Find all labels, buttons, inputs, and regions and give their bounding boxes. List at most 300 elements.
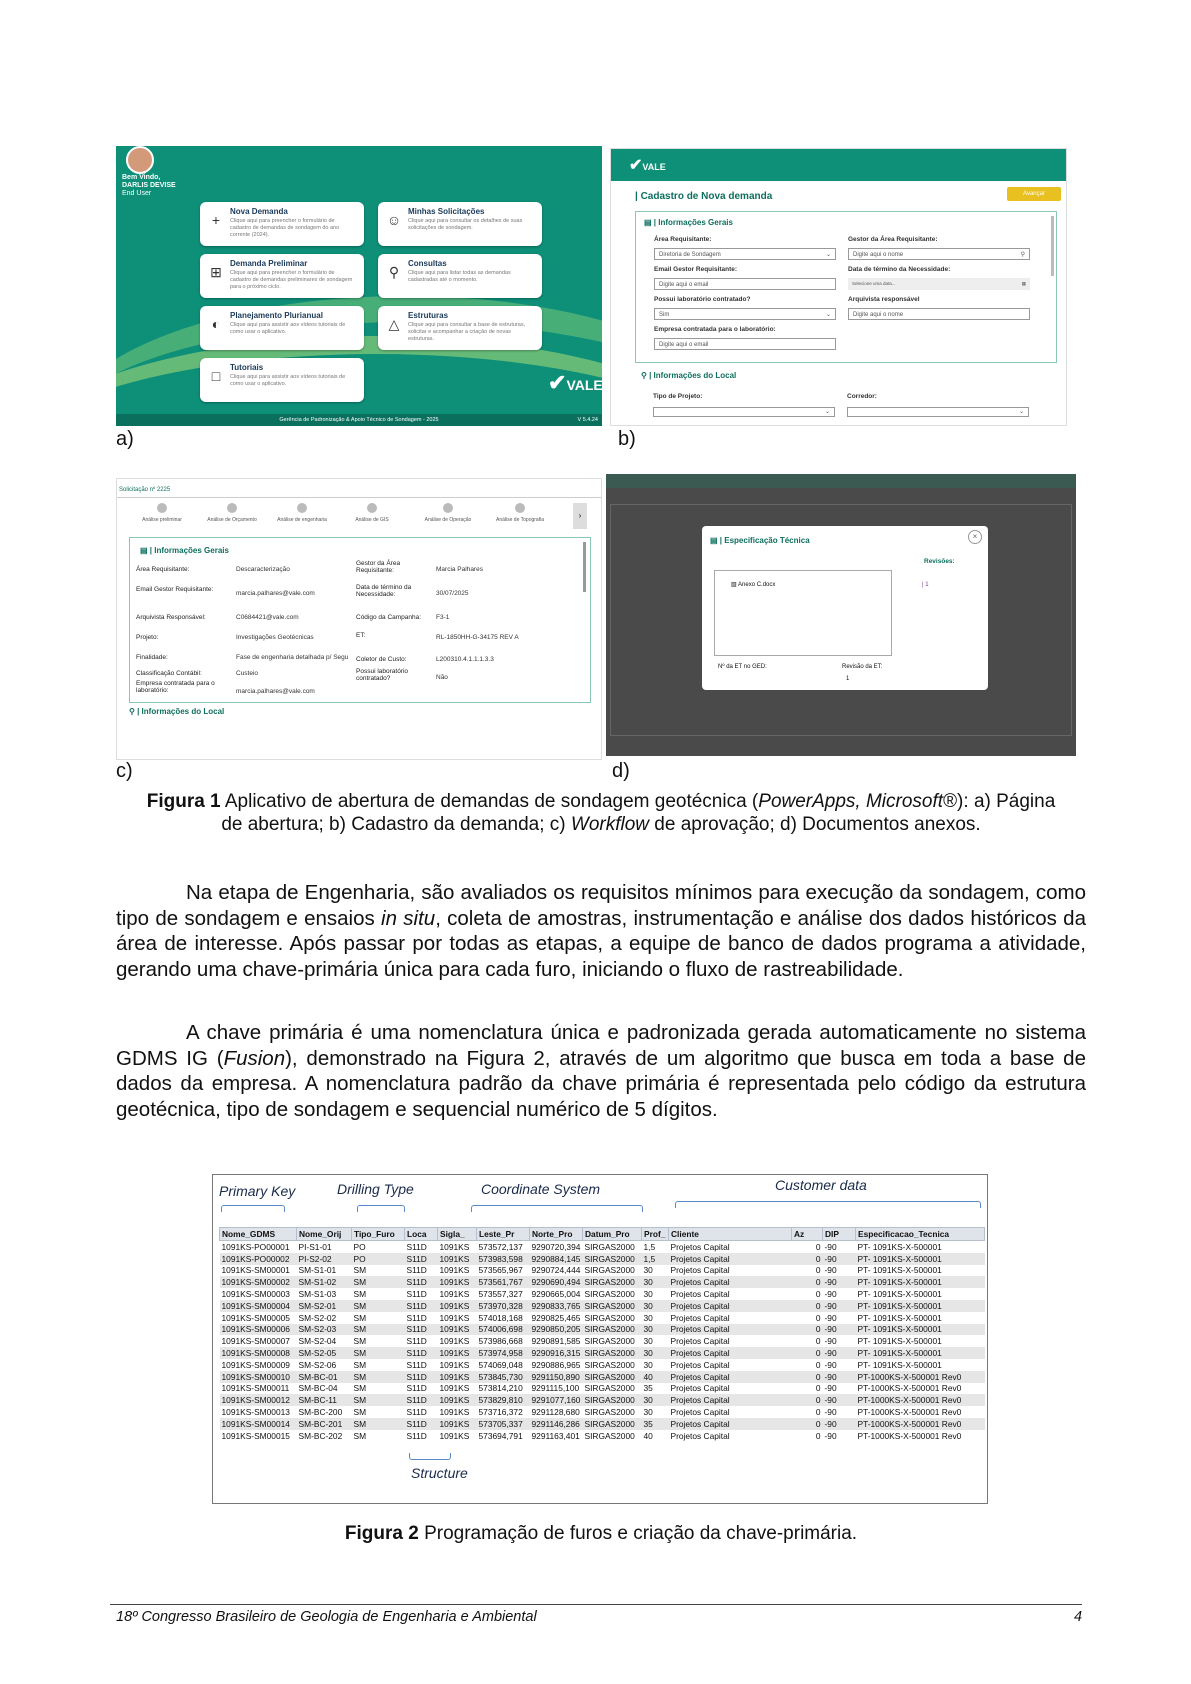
card-minhas-solicitacoes[interactable] — [378, 202, 542, 246]
table-cell: Projetos Capital — [670, 1289, 730, 1300]
figure1-caption: Figura 1 Aplicativo de abertura de demandas de sondagem geotécnica (PowerApps, Microsoft®): a) Página de abertura; b) Cadastro da demanda; c) Workflow de aprovação; d) Documentos anexos. — [146, 791, 1056, 835]
table-cell: SM — [352, 1324, 405, 1336]
table-cell: PT-1000KS-X-500001 Rev0 — [857, 1430, 962, 1441]
card-title: Estruturas — [408, 311, 449, 320]
table-cell: SM — [352, 1347, 405, 1359]
table-cell: SM-S2-03 — [297, 1324, 352, 1336]
row-value: marcia.palhares@vale.com — [236, 688, 315, 695]
table-cell: PO — [352, 1253, 405, 1265]
table-cell: 0 — [792, 1300, 823, 1312]
table-row — [220, 1241, 985, 1253]
table-cell: PT- 1091KS-X-500001 — [856, 1324, 985, 1336]
table-cell: 1091KS — [438, 1371, 477, 1383]
table-cell: SM — [352, 1276, 405, 1288]
table-cell: SIRGAS2000 — [583, 1324, 642, 1336]
table-header-cell[interactable]: Nome_GDMS — [220, 1228, 297, 1241]
step-label: Análise de engenharia — [277, 517, 327, 523]
footer-conference: 18º Congresso Brasileiro de Geologia de Engenharia e Ambiental — [116, 1609, 537, 1625]
page-number: 4 — [1074, 1609, 1083, 1625]
table-cell: PT- 1091KS-X-500001 — [856, 1300, 985, 1312]
row-value: Descaracterização — [236, 566, 290, 573]
table-cell: 0 — [815, 1289, 821, 1300]
table-row — [220, 1276, 985, 1288]
table-cell: S11D — [406, 1430, 427, 1441]
card-desc: Clique aqui para preencher o formulário de cadastro de demandas de sondagem do ano corrente (2024). — [230, 218, 340, 238]
annotation-drilling-type: Drilling Type — [337, 1181, 414, 1197]
table-cell: PT- 1091KS-X-500001 — [857, 1359, 942, 1370]
step-label: Análise preliminar — [142, 517, 182, 523]
attachments-box — [714, 570, 892, 656]
table-cell: 30 — [642, 1300, 669, 1312]
table-cell: SM-BC-11 — [297, 1394, 352, 1406]
table-cell: Projetos Capital — [669, 1371, 792, 1383]
avatar — [126, 146, 154, 174]
table-cell: 0 — [792, 1253, 823, 1265]
table-cell: Projetos Capital — [670, 1383, 730, 1394]
table-cell: 1091KS — [439, 1241, 470, 1252]
request-number: Solicitação nº 2225 — [119, 487, 171, 493]
scrollbar[interactable] — [583, 542, 586, 592]
table-cell: Projetos Capital — [670, 1241, 730, 1252]
table-cell: SIRGAS2000 — [583, 1276, 642, 1288]
table-cell: 573694,791 — [478, 1430, 523, 1441]
table-cell: 573983,598 — [477, 1253, 530, 1265]
email-field[interactable]: Digite aqui o email — [654, 278, 836, 290]
tech-spec-modal — [702, 526, 988, 690]
row-value: marcia.palhares@vale.com — [236, 590, 315, 597]
table-cell: 30 — [643, 1336, 653, 1347]
table-cell: SM-BC-01 — [297, 1371, 352, 1383]
table-cell: Projetos Capital — [670, 1265, 730, 1276]
table-cell: SM-BC-201 — [297, 1418, 352, 1430]
field-label: Arquivista responsável — [848, 296, 920, 303]
card-title: Consultas — [408, 259, 447, 268]
table-cell: SIRGAS2000 — [583, 1300, 642, 1312]
table-cell: SM-S1-01 — [298, 1265, 337, 1276]
table-cell: 573986,668 — [478, 1336, 523, 1347]
figure1-panel-c — [116, 478, 602, 760]
card-estruturas[interactable] — [378, 306, 542, 350]
table-cell: PT-1000KS-X-500001 Rev0 — [856, 1418, 985, 1430]
table-cell: SM-BC-202 — [298, 1430, 343, 1441]
table-header-cell[interactable]: Norte_Pro — [530, 1228, 583, 1241]
table-cell: S11D — [405, 1253, 438, 1265]
table-cell: 1091KS-PO00001 — [221, 1241, 290, 1252]
table-cell: Projetos Capital — [669, 1394, 792, 1406]
card-desc: Clique aqui para consultar a base de estruturas, solicitar e acompanhar a criação de novas estruturas. — [408, 322, 526, 342]
row-value: L200310.4.1.1.1.3.3 — [436, 656, 494, 663]
table-cell: SM — [353, 1383, 367, 1394]
table-header-cell[interactable]: Sigla_ — [438, 1228, 477, 1241]
row-key: Arquivista Responsável: — [136, 614, 206, 621]
area-requisitante-select[interactable]: Diretoria de Sondagem ⌄ — [654, 248, 836, 260]
table-cell: Projetos Capital — [670, 1312, 730, 1323]
table-cell: S11D — [405, 1394, 438, 1406]
table-cell: 9290720,394 — [531, 1241, 581, 1252]
step-label: Análise de Operação — [424, 517, 472, 523]
table-cell: 30 — [643, 1289, 653, 1300]
table-cell: 9290884,145 — [530, 1253, 583, 1265]
table-cell: 1091KS-SM00006 — [220, 1324, 297, 1336]
table-cell: Projetos Capital — [669, 1324, 792, 1336]
table-cell: SIRGAS2000 — [584, 1430, 635, 1441]
row-value: RL-1850HH-G-34175 REV A — [436, 634, 519, 641]
table-cell: Projetos Capital — [669, 1347, 792, 1359]
table-cell: 1091KS-SM00002 — [220, 1276, 297, 1288]
table-cell: 1091KS — [438, 1324, 477, 1336]
table-cell: SM — [353, 1430, 367, 1441]
field-label: Corredor: — [847, 393, 877, 400]
table-header-cell[interactable]: Prof_ — [642, 1228, 669, 1241]
table-header-cell[interactable]: Tipo_Furo — [352, 1228, 405, 1241]
field-label: Tipo de Projeto: — [653, 393, 703, 400]
table-cell: SIRGAS2000 — [583, 1418, 642, 1430]
table-cell: -90 — [824, 1430, 837, 1441]
revision-value: | 1 — [922, 582, 929, 588]
table-cell: SM — [353, 1312, 367, 1323]
table-row — [220, 1335, 985, 1347]
row-value: Marcia Palhares — [436, 566, 483, 573]
chevron-right-icon[interactable]: › — [573, 503, 587, 529]
table-cell: -90 — [823, 1300, 856, 1312]
field-label: Data de término da Necessidade: — [848, 266, 951, 273]
table-cell: SM-S2-06 — [298, 1359, 337, 1370]
field-label: Área Requisitante: — [654, 236, 712, 243]
panel-a-footer — [116, 414, 602, 426]
table-cell: 1091KS — [438, 1394, 477, 1406]
table-cell: 30 — [642, 1347, 669, 1359]
table-cell: S11D — [406, 1336, 427, 1347]
corredor-select[interactable] — [847, 407, 1029, 417]
table-cell: PT- 1091KS-X-500001 — [856, 1253, 985, 1265]
table-cell: 573845,730 — [477, 1371, 530, 1383]
table-cell: 573705,337 — [477, 1418, 530, 1430]
sublabel-b: b) — [618, 428, 636, 450]
row-key: Projeto: — [136, 634, 159, 641]
table-header-cell[interactable]: DIP — [823, 1228, 856, 1241]
table-cell: 30 — [642, 1394, 669, 1406]
table-cell: 40 — [642, 1371, 669, 1383]
paragraph-chave-primaria: A chave primária é uma nomenclatura única e padronizada gerada automaticamente no sistema GDMS IG (Fusion), demonstrado na Figura 2, através de um algoritmo que busca em toda a base de dados da empresa. A nomenclatura padrão da chave primária é representada pelo código da estrutura geotécnica, tipo de sondagem e sequencial numérico de 5 dígitos. — [116, 1021, 1086, 1121]
table-header-cell[interactable]: Nome_Orij — [297, 1228, 352, 1241]
table-row — [220, 1383, 985, 1395]
table-cell: 1091KS — [439, 1383, 470, 1394]
table-cell: 1091KS — [439, 1430, 470, 1441]
table-cell: SM-BC-04 — [298, 1383, 338, 1394]
triangle-icon: △ — [388, 316, 400, 332]
table-cell: SIRGAS2000 — [583, 1347, 642, 1359]
table-cell: 30 — [643, 1265, 653, 1276]
revisions-label: Revisões: — [924, 558, 955, 565]
step-label: Análise de Topografia — [496, 517, 544, 523]
table-cell: S11D — [405, 1276, 438, 1288]
row-value: F3-1 — [436, 614, 450, 621]
table-cell: S11D — [406, 1383, 427, 1394]
figure1-panel-d — [606, 474, 1076, 756]
table-cell: 1091KS — [439, 1359, 470, 1370]
table-row — [220, 1265, 985, 1277]
empresa-input[interactable]: Digite aqui o email — [654, 338, 836, 350]
table-cell: Projetos Capital — [670, 1430, 730, 1441]
table-cell: SM-S2-04 — [298, 1336, 337, 1347]
calendar-icon: ▦ — [1021, 281, 1026, 286]
panel-b-header — [611, 149, 1066, 181]
chevron-down-icon: ⌄ — [824, 409, 830, 415]
table-cell: 574069,048 — [478, 1359, 523, 1370]
table-cell: -90 — [824, 1265, 837, 1276]
date-picker[interactable]: Selecione uma data... ▦ — [848, 278, 1030, 290]
user-icon: ☺ — [386, 212, 402, 228]
table-row — [220, 1312, 985, 1324]
table-cell: S11D — [406, 1312, 427, 1323]
table-cell: 30 — [643, 1312, 653, 1323]
table-header-cell[interactable]: Az — [792, 1228, 823, 1241]
table-cell: SM — [353, 1407, 367, 1418]
row-key: Email Gestor Requisitante: — [136, 586, 214, 593]
word-doc-icon: ▧ — [731, 582, 737, 588]
table-row — [220, 1430, 985, 1442]
table-cell: SIRGAS2000 — [584, 1312, 635, 1323]
table-cell: SM-BC-200 — [298, 1407, 343, 1418]
table-header-cell[interactable]: Leste_Pr — [477, 1228, 530, 1241]
vale-logo: ✔VALE — [629, 157, 666, 174]
gestor-input[interactable]: Digite aqui o nome ⚲ — [848, 248, 1030, 260]
card-consultas[interactable] — [378, 254, 542, 298]
table-cell: SIRGAS2000 — [583, 1371, 642, 1383]
card-title: Tutoriais — [230, 363, 264, 372]
video-icon: □ — [211, 368, 221, 384]
table-cell: SIRGAS2000 — [584, 1241, 635, 1252]
table-cell: -90 — [823, 1276, 856, 1288]
table-row — [220, 1394, 985, 1406]
table-cell: 0 — [792, 1347, 823, 1359]
table-cell: SIRGAS2000 — [583, 1253, 642, 1265]
row-key: Empresa contratada para o laboratório: — [136, 680, 215, 694]
row-key: Finalidade: — [136, 654, 168, 661]
table-cell: 9290833,765 — [530, 1300, 583, 1312]
table-cell: SM-S2-02 — [298, 1312, 337, 1323]
card-desc: Clique aqui para assistir aos vídeos tutoriais de como usar o aplicativo. — [230, 322, 346, 335]
table-header-cell[interactable]: Datum_Pro — [583, 1228, 642, 1241]
table-cell: 1091KS-SM00010 — [220, 1371, 297, 1383]
card-nova-demanda[interactable] — [200, 202, 364, 246]
pdf-icon: ▤ — [710, 536, 718, 545]
table-cell: SM — [353, 1359, 367, 1370]
table-row — [220, 1359, 985, 1371]
table-row — [220, 1324, 985, 1336]
table-cell: SM — [353, 1336, 367, 1347]
card-planejamento-plurianual[interactable] — [200, 306, 364, 350]
table-cell: SIRGAS2000 — [584, 1289, 635, 1300]
table-cell: 9291077,160 — [530, 1394, 583, 1406]
figure2-table-screenshot — [212, 1174, 988, 1504]
table-cell: SM — [352, 1418, 405, 1430]
paragraph-engenharia: Na etapa de Engenharia, são avaliados os requisitos mínimos para execução da sondagem, como tipo de sondagem e ensaios in situ, coleta de amostras, instrumentação e análise dos dados históricos da área de interesse. Após passar por todas as etapas, a equipe de banco de dados programa a atividade, gerando uma chave-primária única para cada furo, iniciando o fluxo de rastreabilidade. — [116, 881, 1086, 981]
table-cell: SIRGAS2000 — [584, 1265, 635, 1276]
table-cell: Projetos Capital — [669, 1300, 792, 1312]
et-revision-label: Revisão da ET: — [842, 664, 883, 670]
table-cell: 1091KS-SM00013 — [221, 1407, 290, 1418]
scrollbar[interactable] — [1051, 216, 1054, 276]
table-cell: 9290825,465 — [531, 1312, 581, 1323]
table-cell: 30 — [643, 1359, 653, 1370]
figure1-panel-b — [610, 148, 1067, 426]
table-cell: 30 — [642, 1276, 669, 1288]
row-key: Data de término da Necessidade: — [356, 584, 412, 598]
table-cell: SM — [352, 1371, 405, 1383]
card-title: Demanda Preliminar — [230, 259, 308, 268]
table-cell: 573561,767 — [477, 1276, 530, 1288]
table-cell: 9290850,205 — [530, 1324, 583, 1336]
card-title: Nova Demanda — [230, 207, 288, 216]
table-cell: 35 — [642, 1418, 669, 1430]
table-cell: 574018,168 — [478, 1312, 523, 1323]
table-cell: PT-1000KS-X-500001 Rev0 — [857, 1407, 962, 1418]
table-cell: S11D — [405, 1324, 438, 1336]
row-value: C0684421@vale.com — [236, 614, 299, 621]
card-title: Minhas Solicitações — [408, 207, 485, 216]
table-header-row — [220, 1228, 985, 1241]
annotation-structure: Structure — [411, 1465, 468, 1481]
table-cell: Projetos Capital — [669, 1418, 792, 1430]
table-cell: PI-S2-02 — [297, 1253, 352, 1265]
table-cell: -90 — [823, 1394, 856, 1406]
table-cell: 1,5 — [642, 1253, 669, 1265]
laboratorio-select[interactable]: Sim ⌄ — [654, 308, 836, 320]
version-text: V 5.4.24 — [577, 417, 598, 423]
section-title: ▤ | Informações Gerais — [140, 546, 229, 555]
sublabel-c: c) — [116, 760, 133, 782]
row-key: Área Requisitante: — [136, 566, 190, 573]
card-title: Planejamento Plurianual — [230, 311, 323, 320]
close-icon[interactable]: × — [968, 530, 982, 544]
table-cell: 574006,698 — [477, 1324, 530, 1336]
tipo-projeto-select[interactable] — [653, 407, 835, 417]
table-header-cell[interactable]: Cliente — [669, 1228, 792, 1241]
section-title: ⚲ | Informações do Local — [641, 371, 737, 380]
table-cell: Projetos Capital — [670, 1336, 730, 1347]
table-cell: 1091KS-SM00004 — [220, 1300, 297, 1312]
table-cell: SIRGAS2000 — [584, 1359, 635, 1370]
step-label: Análise de Orçamento — [207, 517, 257, 523]
drilling-table — [219, 1227, 985, 1442]
table-cell: 0 — [792, 1276, 823, 1288]
table-cell: -90 — [824, 1241, 837, 1252]
table-cell: S11D — [405, 1371, 438, 1383]
row-value: Não — [436, 674, 448, 681]
table-cell: 30 — [642, 1324, 669, 1336]
table-row — [220, 1418, 985, 1430]
table-cell: -90 — [823, 1371, 856, 1383]
field-label: Gestor da Área Requisitante: — [848, 236, 938, 243]
table-cell: 1,5 — [643, 1241, 656, 1252]
table-cell: 1091KS-SM00011 — [221, 1383, 290, 1394]
table-header-cell[interactable]: Loca — [405, 1228, 438, 1241]
search-icon: ⚲ — [1020, 252, 1025, 258]
table-cell: 573557,327 — [478, 1289, 523, 1300]
table-header-cell[interactable]: Especificacao_Tecnica — [856, 1228, 985, 1241]
modal-title: ▤ | Especificação Técnica — [710, 536, 810, 545]
table-cell: 0 — [815, 1383, 821, 1394]
card-desc: Clique aqui para listar todas as demandas cadastradas até o momento. — [408, 270, 511, 283]
advance-button[interactable]: Avançar — [1007, 187, 1061, 201]
table-cell: SIRGAS2000 — [584, 1336, 635, 1347]
table-cell: Projetos Capital — [669, 1253, 792, 1265]
ged-label: Nº da ET no GED: — [718, 664, 767, 670]
table-cell: 9290665,004 — [531, 1289, 581, 1300]
table-cell: -90 — [824, 1359, 837, 1370]
table-cell: 1091KS — [439, 1312, 470, 1323]
row-key: Classificação Contábil: — [136, 670, 202, 677]
annotation-customer-data: Customer data — [775, 1177, 867, 1193]
location-pin-icon: ⚲ — [641, 371, 647, 380]
arquivista-input[interactable]: Digite aqui o nome — [848, 308, 1030, 320]
table-cell: 0 — [792, 1324, 823, 1336]
document-icon: ▤ — [140, 546, 148, 555]
table-cell: 9290891,585 — [531, 1336, 581, 1347]
table-cell: -90 — [824, 1383, 837, 1394]
welcome-text: Bem Vindo, — [122, 174, 161, 181]
table-row — [220, 1253, 985, 1265]
table-row — [220, 1371, 985, 1383]
search-icon: ⚲ — [388, 264, 400, 280]
card-desc: Clique aqui para assistir aos vídeos tutoriais de como usar o aplicativo. — [230, 374, 346, 387]
card-demanda-preliminar[interactable] — [200, 254, 364, 298]
table-cell: SM-S2-05 — [297, 1347, 352, 1359]
table-cell: SM — [353, 1289, 367, 1300]
sublabel-d: d) — [612, 760, 630, 782]
table-cell: -90 — [823, 1324, 856, 1336]
user-role: End User — [122, 190, 152, 197]
location-pin-icon: ⚲ — [129, 707, 135, 716]
step-label: Análise de GIS — [355, 517, 389, 523]
table-cell: -90 — [824, 1289, 837, 1300]
table-cell: 0 — [792, 1371, 823, 1383]
card-tutoriais[interactable] — [200, 358, 364, 402]
table-cell: PT-1000KS-X-500001 Rev0 — [856, 1394, 985, 1406]
table-cell: 35 — [643, 1383, 653, 1394]
table-cell: 0 — [815, 1336, 821, 1347]
table-cell: SIRGAS2000 — [583, 1394, 642, 1406]
footer-rule — [110, 1604, 1082, 1605]
table-cell: PT- 1091KS-X-500001 — [856, 1276, 985, 1288]
table-cell: SIRGAS2000 — [584, 1383, 635, 1394]
table-cell: -90 — [823, 1347, 856, 1359]
table-cell: Projetos Capital — [669, 1276, 792, 1288]
table-cell: 9291128,680 — [531, 1407, 580, 1418]
figure2-caption: Figura 2 Programação de furos e criação da chave-primária. — [344, 1523, 858, 1544]
table-cell: 9291163,401 — [531, 1430, 580, 1441]
table-cell: -90 — [824, 1312, 837, 1323]
table-cell: -90 — [824, 1407, 837, 1418]
row-key: ET: — [356, 632, 366, 639]
table-cell: 573974,958 — [477, 1347, 530, 1359]
table-cell: S11D — [406, 1359, 427, 1370]
general-info-box — [635, 211, 1057, 363]
table-cell: 1091KS — [438, 1347, 477, 1359]
sublabel-a: a) — [116, 428, 134, 450]
row-value: Custeio — [236, 670, 259, 677]
footer-text: Gerência de Padronização & Apoio Técnico de Sondagem - 2025 — [279, 417, 439, 423]
card-desc: Clique aqui para preencher o formulário de cadastro de demandas preliminares de sondagem para o próximo ciclo. — [230, 270, 353, 290]
table-cell: 0 — [815, 1430, 821, 1441]
chevron-down-icon: ⌄ — [825, 312, 831, 318]
table-cell: SIRGAS2000 — [584, 1407, 635, 1418]
table-cell: 0 — [815, 1265, 821, 1276]
attachment-link[interactable]: ▧ Anexo C.docx — [731, 582, 776, 588]
table-cell: S11D — [406, 1265, 427, 1276]
table-cell: PT-1000KS-X-500001 Rev0 — [857, 1383, 962, 1394]
